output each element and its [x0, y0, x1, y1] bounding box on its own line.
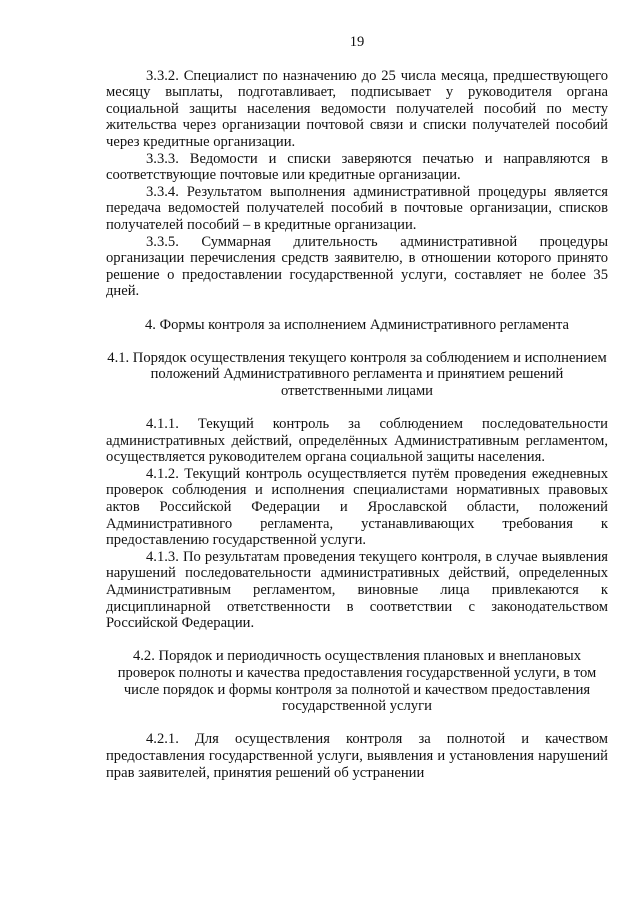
- spacer: [106, 632, 608, 649]
- paragraph-3-3-3: 3.3.3. Ведомости и списки заверяются печатью и направляются в соответствующие почтовые или кредитные организации.: [106, 150, 608, 184]
- spacer: [106, 399, 608, 416]
- paragraph-4-2-1: 4.2.1. Для осуществления контроля за полнотой и качеством предоставления государственной услуги, выявления и установления нарушений прав заявителей, принятия решений об устранении: [106, 731, 608, 781]
- subsection-4-2-title: 4.2. Порядок и периодичность осуществления плановых и внеплановых проверок полноты и качества предоставления государственной услуги, в том числе порядок и формы контроля за полнотой и качеством предоставления государственной услуги: [117, 648, 597, 715]
- paragraph-3-3-2: 3.3.2. Специалист по назначению до 25 числа месяца, предшествующего месяцу выплаты, подготавливает, подписывает у руководителя органа социальной защиты населения ведомости получателей пособий по месту жительства через организации почтовой связи и списки получателей пособий через кредитные организации.: [106, 67, 608, 150]
- paragraph-3-3-5: 3.3.5. Суммарная длительность административной процедуры организации перечисления средств заявителю, в отношении которого принято решение о предоставлении государственной услуги, составляет не более 35 дней.: [106, 233, 608, 300]
- paragraph-4-1-2: 4.1.2. Текущий контроль осуществляется путём проведения ежедневных проверок соблюдения и исполнения специалистами нормативных правовых актов Российской Федерации и Ярославской области, положений Административного регламента, устанавливающих требования к предоставлению государственной услуги.: [106, 465, 608, 549]
- spacer: [106, 715, 608, 732]
- spacer: [106, 300, 608, 317]
- paragraph-4-1-1: 4.1.1. Текущий контроль за соблюдением последовательности административных действий, определённых Административным регламентом, осуществляется руководителем органа социальной защиты населения.: [106, 416, 608, 466]
- paragraph-3-3-4: 3.3.4. Результатом выполнения административной процедуры является передача ведомостей получателей пособий в почтовые организации, списков получателей пособий – в кредитные организации.: [106, 183, 608, 233]
- page-number: 19: [349, 34, 365, 50]
- section-4-title: 4. Формы контроля за исполнением Административного регламента: [144, 316, 570, 333]
- spacer: [106, 333, 608, 350]
- subsection-4-1-title: 4.1. Порядок осуществления текущего контроля за соблюдением и исполнением положений Административного регламента и принятием решений ответственными лицами: [107, 349, 607, 399]
- paragraph-4-1-3: 4.1.3. По результатам проведения текущего контроля, в случае выявления нарушений последовательности административных действий, определенных Административным регламентом, виновные лица привлекаются к дисциплинарной ответственности в соответствии с законодательством Российской Федерации.: [106, 548, 608, 632]
